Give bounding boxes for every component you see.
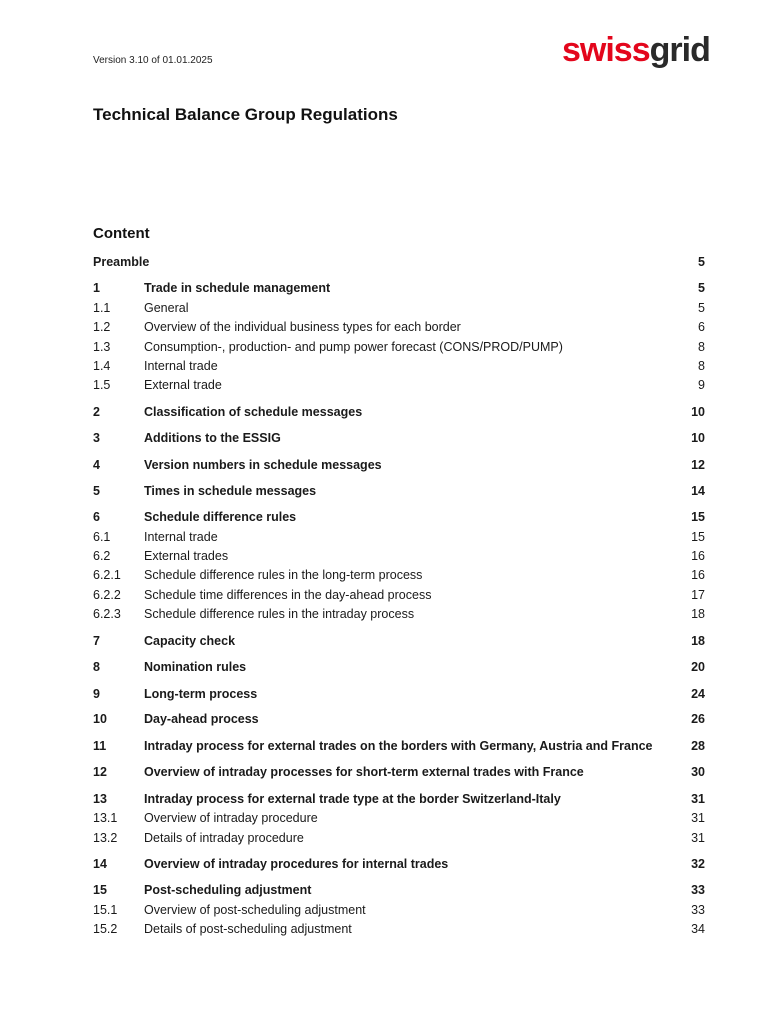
toc-entry[interactable]: [93, 586, 705, 604]
toc-entry-title: Overview of intraday procedure: [144, 811, 318, 825]
toc-entry-page: 5: [698, 255, 705, 269]
toc-entry[interactable]: [93, 829, 705, 847]
toc-entry-page: 15: [691, 510, 705, 524]
toc-entry-number: 5: [93, 484, 100, 498]
toc-entry[interactable]: [93, 737, 705, 755]
toc-entry-page: 28: [691, 739, 705, 753]
toc-entry-title: Schedule difference rules: [144, 510, 297, 524]
toc-entry[interactable]: [93, 429, 705, 447]
toc-entry-title: Capacity check: [144, 634, 236, 648]
toc-entry-title: Trade in schedule management: [144, 281, 331, 295]
toc-entry[interactable]: [93, 566, 705, 584]
toc-entry-number: 15: [93, 883, 107, 897]
toc-entry-title: External trade: [144, 378, 222, 392]
toc-entry[interactable]: [93, 508, 705, 526]
toc-entry-number: 14: [93, 857, 107, 871]
toc-entry-number: 11: [93, 739, 107, 753]
toc-entry-page: 5: [698, 301, 705, 315]
toc-entry-page: 18: [691, 634, 705, 648]
content-heading: Content: [93, 225, 150, 242]
toc-entry-page: 6: [698, 320, 705, 334]
toc-entry-page: 33: [691, 883, 705, 897]
toc-entry-title: External trades: [144, 549, 229, 563]
toc-entry-page: 16: [691, 549, 705, 563]
toc-entry-page: 16: [691, 568, 705, 582]
toc-entry-title: Details of post-scheduling adjustment: [144, 922, 352, 936]
toc-entry[interactable]: [93, 338, 705, 356]
toc-entry-page: 18: [691, 607, 705, 621]
toc-entry-page: 24: [691, 687, 705, 701]
toc-entry-page: 26: [691, 712, 705, 726]
logo-grid-part: grid: [649, 31, 710, 69]
toc-entry[interactable]: [93, 547, 705, 565]
toc-entry-title: Schedule time differences in the day-ahead process: [144, 588, 432, 602]
toc-entry-title: Details of intraday procedure: [144, 831, 304, 845]
toc-entry-number: 15.1: [93, 903, 118, 917]
toc-entry-number: 6: [93, 510, 100, 524]
toc-entry[interactable]: [93, 253, 705, 271]
toc-entry[interactable]: [93, 605, 705, 623]
toc-entry-title: Overview of intraday processes for short-term external trades with France: [144, 765, 584, 779]
toc-entry[interactable]: [93, 357, 705, 375]
toc-entry-title: Schedule difference rules in the intraday process: [144, 607, 415, 621]
toc-entry-number: 1.5: [93, 378, 111, 392]
toc-entry-number: 6.1: [93, 530, 111, 544]
toc-entry-number: 2: [93, 405, 100, 419]
toc-entry[interactable]: [93, 376, 705, 394]
toc-entry-number: 1.2: [93, 320, 111, 334]
toc-entry[interactable]: [93, 279, 705, 297]
toc-entry-page: 30: [691, 765, 705, 779]
toc-entry-title: Intraday process for external trade type at the border Switzerland-Italy: [144, 792, 561, 806]
toc-entry-number: 13.1: [93, 811, 118, 825]
toc-entry[interactable]: [93, 403, 705, 421]
toc-entry-title: Intraday process for external trades on the borders with Germany, Austria and France: [144, 739, 653, 753]
toc-entry-page: 33: [691, 903, 705, 917]
toc-entry-number: 6.2.1: [93, 568, 121, 582]
toc-entry-title: Internal trade: [144, 359, 218, 373]
toc-entry-page: 32: [691, 857, 705, 871]
toc-entry-title: Overview of the individual business types for each border: [144, 320, 461, 334]
toc-entry-title: Version numbers in schedule messages: [144, 458, 382, 472]
toc-entry-title: General: [144, 301, 189, 315]
toc-entry[interactable]: [93, 482, 705, 500]
toc-entry-page: 12: [691, 458, 705, 472]
toc-entry[interactable]: [93, 710, 705, 728]
toc-entry-number: 7: [93, 634, 100, 648]
toc-entry-number: 1.1: [93, 301, 111, 315]
toc-entry[interactable]: [93, 318, 705, 336]
toc-entry-page: 10: [691, 431, 705, 445]
toc-entry[interactable]: [93, 920, 705, 938]
toc-entry[interactable]: [93, 299, 705, 317]
toc-entry-page: 5: [698, 281, 705, 295]
logo-swiss-part: swiss: [562, 31, 650, 69]
toc-entry[interactable]: [93, 632, 705, 650]
toc-entry-page: 31: [691, 811, 705, 825]
toc-entry-number: 1: [93, 281, 100, 295]
toc-entry-title: Long-term process: [144, 687, 258, 701]
toc-entry-page: 14: [691, 484, 705, 498]
toc-entry-number: 8: [93, 660, 100, 674]
toc-entry-number: 6.2.3: [93, 607, 121, 621]
version-label: Version 3.10 of 01.01.2025: [93, 55, 213, 66]
toc-entry[interactable]: [93, 456, 705, 474]
toc-entry-number: 12: [93, 765, 107, 779]
toc-entry[interactable]: [93, 881, 705, 899]
toc-entry[interactable]: [93, 528, 705, 546]
toc-entry-title: Classification of schedule messages: [144, 405, 363, 419]
toc-entry-number: 4: [93, 458, 100, 472]
toc-entry-page: 20: [691, 660, 705, 674]
toc-entry-page: 15: [691, 530, 705, 544]
toc-entry-number: 13: [93, 792, 107, 806]
toc-entry-page: 31: [691, 831, 705, 845]
toc-entry-title: Post-scheduling adjustment: [144, 883, 312, 897]
toc-entry-page: 9: [698, 378, 705, 392]
toc-entry-page: 8: [698, 359, 705, 373]
toc-entry-title: Nomination rules: [144, 660, 247, 674]
toc-entry-number: 6.2.2: [93, 588, 121, 602]
toc-entry[interactable]: [93, 790, 705, 808]
toc-entry-page: 8: [698, 340, 705, 354]
toc-entry[interactable]: [93, 901, 705, 919]
toc-entry-title: Consumption-, production- and pump power forecast (CONS/PROD/PUMP): [144, 340, 563, 354]
toc-entry-number: 15.2: [93, 922, 118, 936]
toc-entry-number: 3: [93, 431, 100, 445]
toc-entry-number: 1.3: [93, 340, 111, 354]
table-of-contents: [93, 0, 705, 1024]
toc-entry-page: 10: [691, 405, 705, 419]
toc-entry-title: Additions to the ESSIG: [144, 431, 281, 445]
toc-entry-title: Internal trade: [144, 530, 218, 544]
toc-entry-title: Schedule difference rules in the long-term process: [144, 568, 423, 582]
toc-entry-number: 1.4: [93, 359, 111, 373]
toc-entry[interactable]: [93, 763, 705, 781]
toc-entry-title: Overview of post-scheduling adjustment: [144, 903, 366, 917]
toc-entry-title: Day-ahead process: [144, 712, 259, 726]
toc-entry-title: Preamble: [93, 255, 150, 269]
toc-entry[interactable]: [93, 685, 705, 703]
toc-entry-number: 9: [93, 687, 100, 701]
document-title: Technical Balance Group Regulations: [93, 105, 398, 124]
toc-entry-title: Overview of intraday procedures for internal trades: [144, 857, 449, 871]
toc-entry-number: 10: [93, 712, 107, 726]
toc-entry-number: 13.2: [93, 831, 118, 845]
toc-entry-page: 31: [691, 792, 705, 806]
toc-entry-title: Times in schedule messages: [144, 484, 317, 498]
toc-entry-page: 17: [691, 588, 705, 602]
toc-entry[interactable]: [93, 658, 705, 676]
toc-entry-number: 6.2: [93, 549, 111, 563]
toc-entry[interactable]: [93, 809, 705, 827]
toc-entry-page: 34: [691, 922, 705, 936]
toc-entry[interactable]: [93, 855, 705, 873]
